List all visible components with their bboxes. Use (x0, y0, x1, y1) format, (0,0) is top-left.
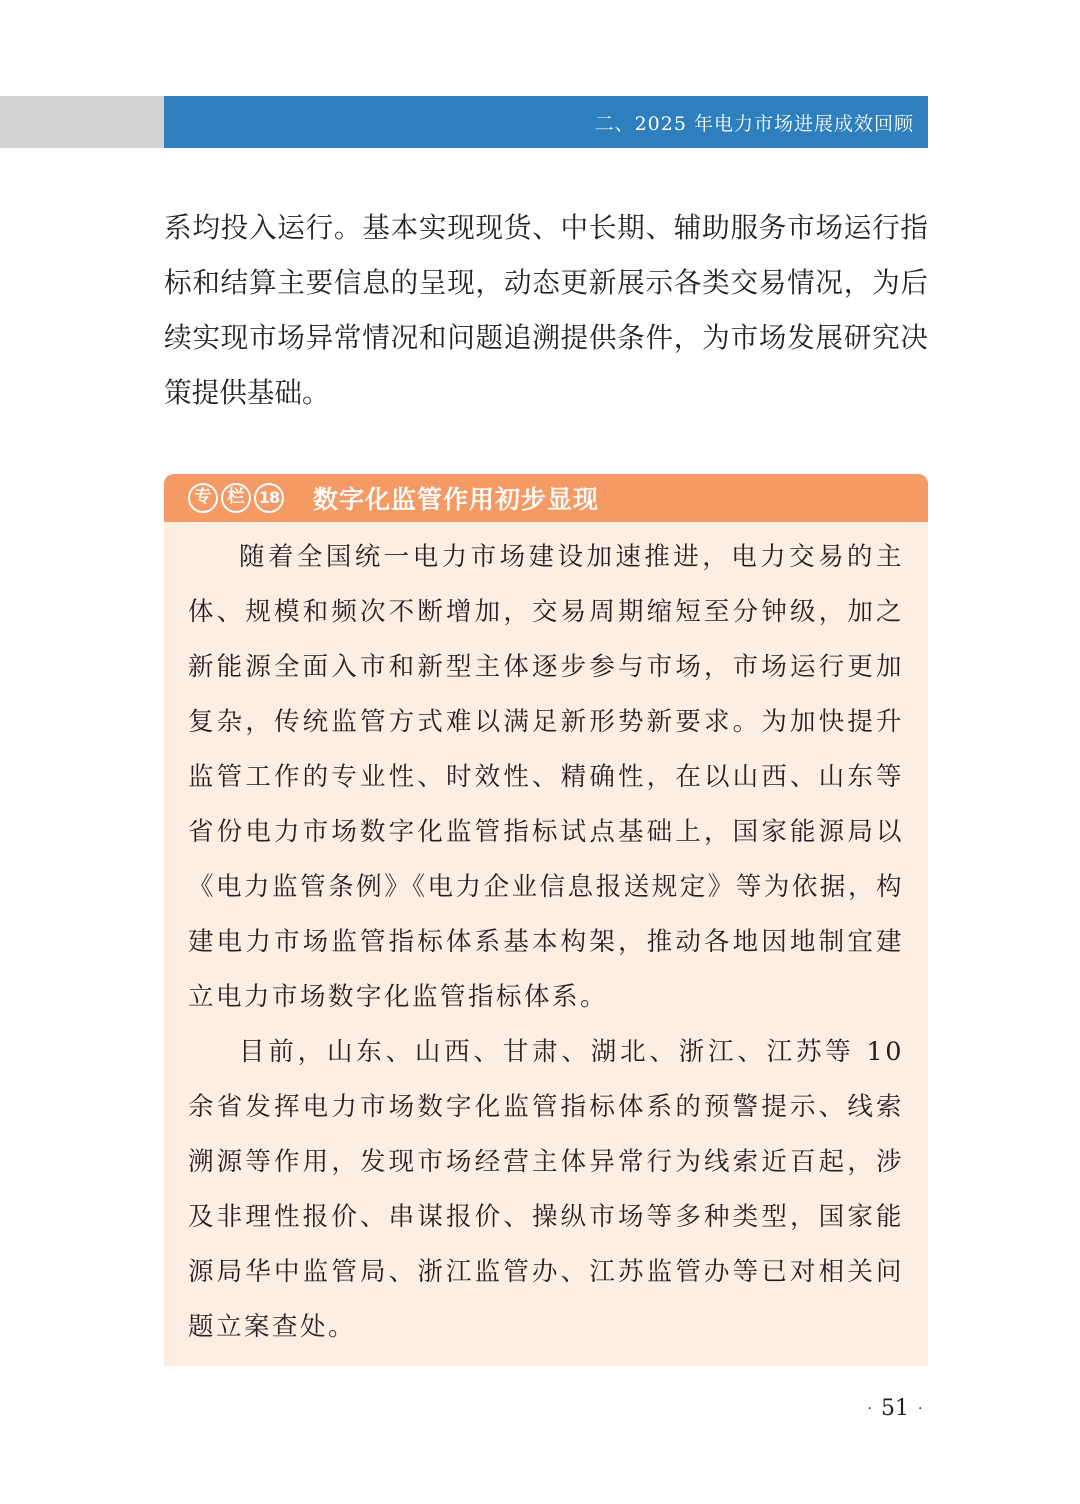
badge-number: 18 (254, 483, 284, 513)
column-box-header (164, 474, 928, 522)
section-title: 二、2025 年电力市场进展成效回顾 (594, 112, 914, 135)
header-gray-bar (0, 96, 164, 148)
column-paragraph-1: 随着全国统一电力市场建设加速推进，电力交易的主体、规模和频次不断增加，交易周期缩短至分钟级，加之新能源全面入市和新型主体逐步参与市场，市场运行更加复杂，传统监管方式难以满足新形势新要求。为加快提升监管工作的专业性、时效性、精确性，在以山西、山东等省份电力市场数字化监管指标试点基础上，国家能源局以《电力监管条例》《电力企业信息报送规定》等为依据，构建电力市场监管指标体系基本构架，推动各地因地制宜建立电力市场数字化监管指标体系。 (188, 542, 904, 1012)
column-paragraph-2: 目前，山东、山西、甘肃、湖北、浙江、江苏等 10 余省发挥电力市场数字化监管指标体系的预警提示、线索溯源等作用，发现市场经营主体异常行为线索近百起，涉及非理性报价、串谋报价、操纵市场等多种类型，国家能源局华中监管局、浙江监管办、江苏监管办等已对相关问题立案查处。 (188, 1037, 904, 1342)
column-box (164, 474, 928, 1366)
badge-char-lan: 栏 (221, 483, 251, 513)
page-number-dot-left: · (867, 1401, 872, 1417)
page-number-value: 51 (881, 1396, 909, 1421)
column-title: 数字化监管作用初步显现 (313, 485, 600, 514)
body-paragraph: 系均投入运行。基本实现现货、中长期、辅助服务市场运行指标和结算主要信息的呈现，动态更新展示各类交易情况，为后续实现市场异常情况和问题追溯提供条件，为市场发展研究决策提供基础。 (164, 211, 928, 409)
page-number-dot-right: · (918, 1401, 923, 1417)
page-number (850, 1396, 940, 1421)
running-header (164, 96, 928, 148)
column-badge (188, 483, 287, 513)
column-box-body (164, 522, 928, 1355)
badge-char-zhuan: 专 (188, 483, 218, 513)
